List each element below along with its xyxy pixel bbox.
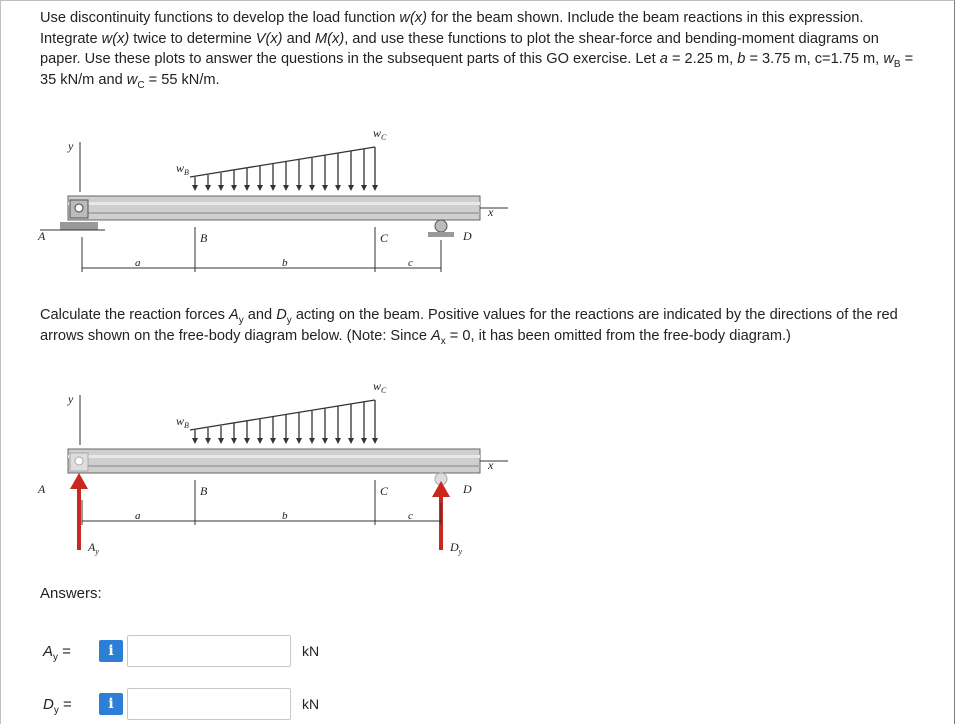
info-icon[interactable]: i: [99, 693, 123, 715]
answer-label-Dy: $D_y$ =: [43, 696, 72, 716]
unit-label: kN: [302, 696, 320, 712]
distributed-load: [190, 147, 375, 189]
reaction-arrow-Ay: [70, 473, 88, 550]
answers-heading: Answers:: [40, 585, 102, 602]
label-x: x: [488, 205, 494, 219]
label-b: b: [282, 257, 288, 269]
svg-text:wB: $w_B$: [176, 414, 189, 430]
svg-text:c: c: [408, 510, 413, 522]
question-text: Calculate the reaction forces $A_y$ and $D_y$ acting on the beam. Positive values for the reactions are indicated by the directions of the red arrows shown on the free-body diagram below. (Note: Since $A_x = 0$, it has been omitted from the free-body diagram.): [40, 307, 898, 347]
problem-statement: Use discontinuity functions to develop the load function w(x) for the beam shown. Include the beam reactions in this expression. Integrate w(x) twice to determine V(x) and M(x), and use these functions to plot the shear-force and bending-moment diagrams on paper. Use these plots to answer the questions in the subsequent parts of this GO exercise. Let a = 2.25 m, b = 3.75 m, c=1.75 m, $w_B = 35$ kN/m and $w_C = 55$ kN/m.: [40, 10, 914, 91]
svg-text:B: B: [200, 484, 208, 498]
answer-label-Ay: $A_y$ =: [43, 643, 71, 663]
label-y: y: [68, 139, 74, 153]
svg-text:D: D: [463, 482, 472, 496]
label-A: A: [38, 229, 46, 243]
label-B: B: [200, 231, 208, 245]
label-wC: $w_C$: [373, 126, 387, 142]
answer-input-Dy[interactable]: [127, 688, 291, 720]
label-C: C: [380, 231, 389, 245]
label-D: D: [463, 229, 472, 243]
svg-text:x: x: [488, 458, 494, 472]
svg-text:b: b: [282, 510, 288, 522]
answer-row-Ay: [40, 635, 440, 669]
info-icon[interactable]: i: [99, 640, 123, 662]
label-c: c: [408, 257, 413, 269]
svg-text:wC: $w_C$: [373, 379, 387, 395]
answer-input-Ay[interactable]: [127, 635, 291, 667]
svg-text:a: a: [135, 510, 141, 522]
label-wB: $w_B$: [176, 161, 189, 177]
svg-text:C: C: [380, 484, 389, 498]
label-Dy: $D_y$: [450, 540, 463, 556]
answers-section: [40, 585, 320, 716]
label-Ay: $A_y$: [88, 540, 99, 556]
free-body-diagram: [30, 375, 510, 570]
svg-text:A: A: [38, 482, 46, 496]
answer-row-Dy: [40, 688, 440, 722]
svg-text:y: y: [68, 392, 74, 406]
unit-label: kN: [302, 643, 320, 659]
beam-diagram: [30, 122, 510, 282]
label-a: a: [135, 257, 141, 269]
